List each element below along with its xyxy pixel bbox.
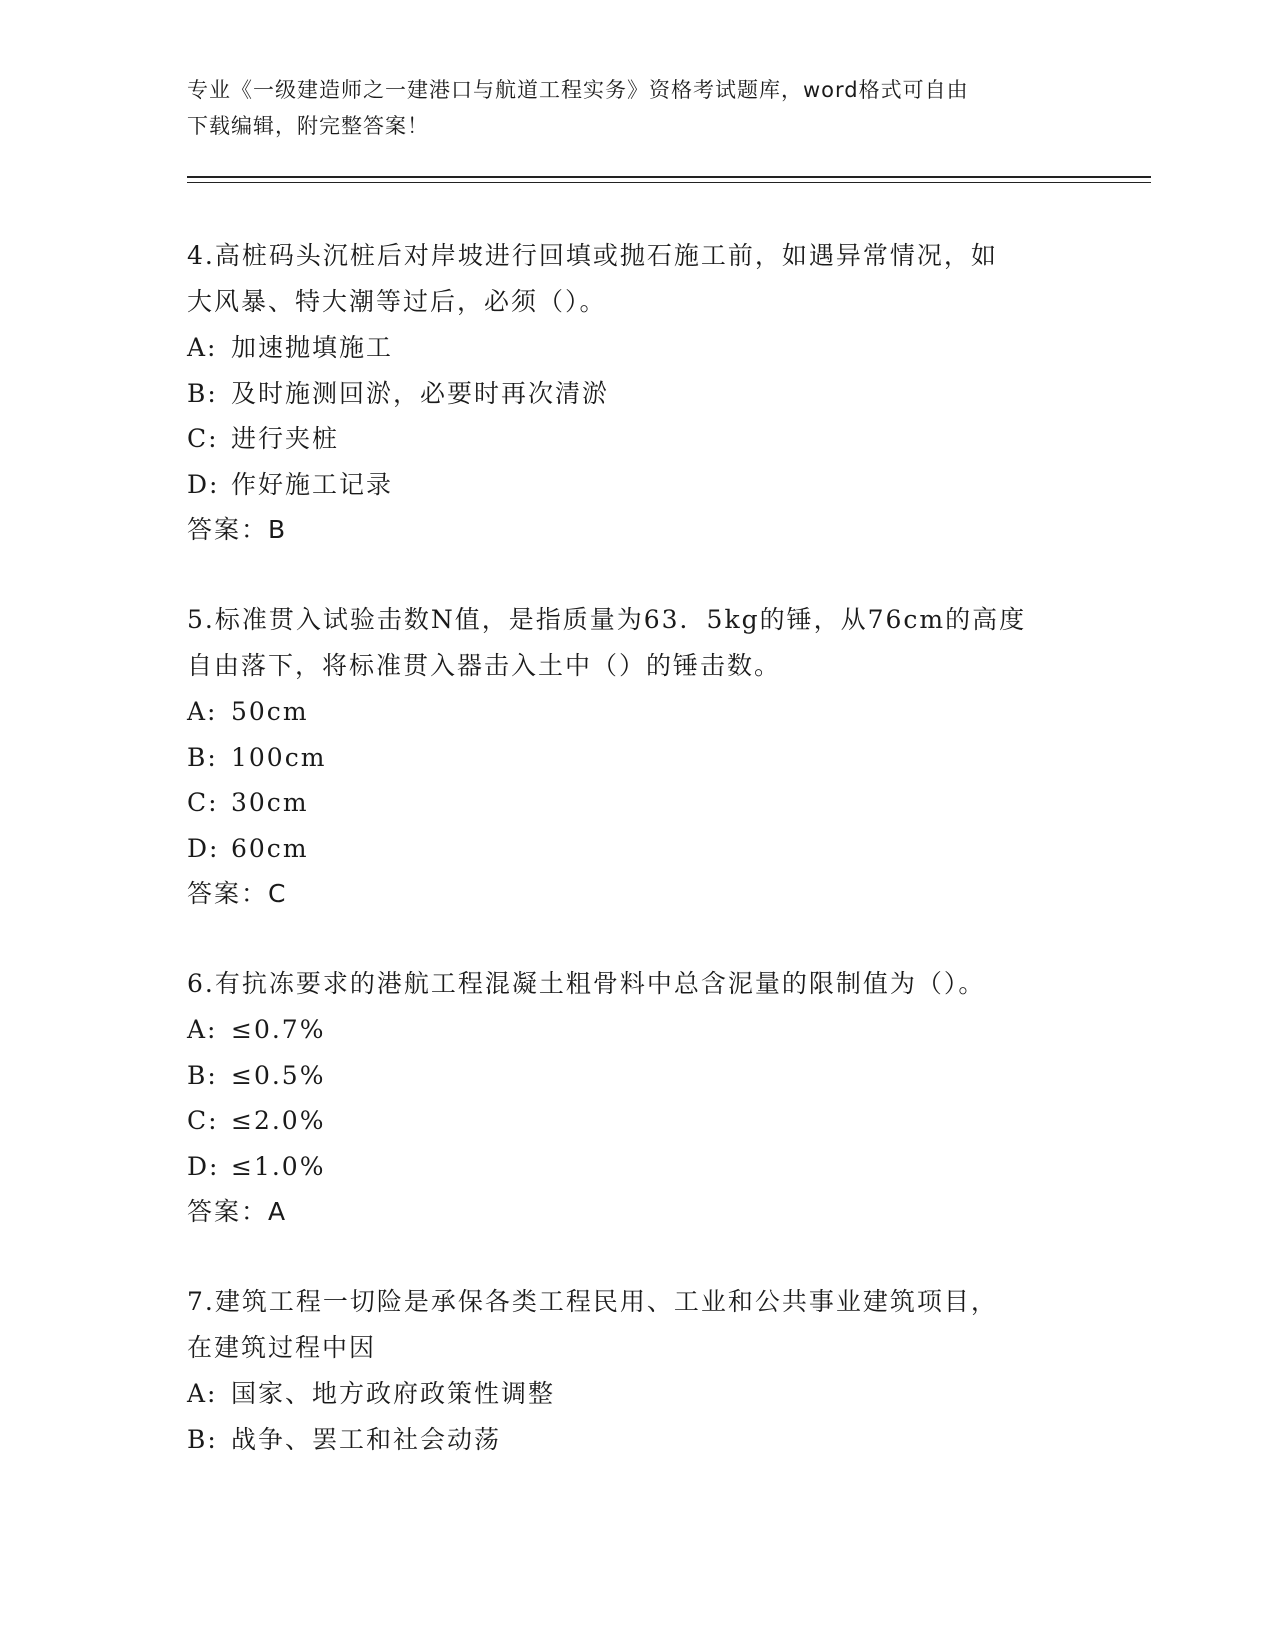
option-key: A: [187, 1379, 218, 1408]
option-key: B: [187, 742, 218, 772]
option-text: 加速抛填施工 [231, 333, 394, 362]
option-key: C: [187, 788, 219, 817]
question-stem-line: 大风暴、特大潮等过后，必须（）。 [187, 287, 607, 316]
option-text: ≤2.0% [231, 1106, 326, 1135]
option-text: 30cm [231, 788, 309, 817]
option-text: 进行夹桩 [231, 424, 340, 453]
question-stem-line: 6.有抗冻要求的港航工程混凝土粗骨料中总含泥量的限制值为（）。 [187, 969, 986, 998]
option-text: ≤1.0% [231, 1151, 326, 1181]
option-key: D: [187, 833, 220, 863]
question-6 [187, 961, 1087, 1235]
option-key: B: [187, 1060, 218, 1090]
answer-line: 答案：C [187, 879, 288, 908]
option-a [187, 689, 1087, 735]
option-key: A: [187, 333, 218, 362]
option-b [187, 1053, 1087, 1099]
option-key: D: [187, 469, 220, 499]
option-text: ≤0.7% [231, 1015, 326, 1044]
question-stem-line: 4.高桩码头沉桩后对岸坡进行回填或抛石施工前，如遇异常情况，如 [187, 241, 998, 270]
option-text: 60cm [231, 833, 309, 863]
option-key: A: [187, 697, 218, 726]
option-a [187, 1007, 1087, 1053]
question-stem-line: 在建筑过程中因 [187, 1333, 377, 1362]
option-b [187, 735, 1087, 781]
answer-line: 答案：B [187, 515, 288, 544]
option-c [187, 1098, 1087, 1144]
question-stem-line: 7.建筑工程一切险是承保各类工程民用、工业和公共事业建筑项目， [187, 1287, 998, 1316]
option-c [187, 416, 1087, 462]
option-text: 国家、地方政府政策性调整 [231, 1379, 556, 1408]
header-divider-thick [187, 176, 1151, 178]
option-a [187, 1371, 1087, 1417]
option-key: D: [187, 1151, 220, 1181]
option-key: B: [187, 378, 218, 408]
header-line-2: 下载编辑，附完整答案！ [187, 114, 429, 138]
option-text: 100cm [231, 742, 327, 772]
question-stem-line: 自由落下，将标准贯入器击入土中（）的锤击数。 [187, 651, 782, 680]
question-stem-line: 5.标准贯入试验击数N值，是指质量为63．5kg的锤，从76cm的高度 [187, 605, 1027, 634]
option-text: 50cm [231, 697, 309, 726]
header-divider-thin [187, 182, 1151, 183]
option-text: 战争、罢工和社会动荡 [231, 1424, 502, 1454]
option-d [187, 1144, 1087, 1190]
question-4 [187, 233, 1087, 553]
option-text: ≤0.5% [231, 1060, 326, 1090]
option-b [187, 1417, 1087, 1463]
option-text: 及时施测回淤，必要时再次清淤 [231, 378, 610, 408]
option-key: C: [187, 424, 219, 453]
option-c [187, 780, 1087, 826]
question-7 [187, 1279, 1087, 1462]
question-list [187, 233, 1087, 1506]
option-d [187, 826, 1087, 872]
option-b [187, 371, 1087, 417]
option-key: B: [187, 1424, 218, 1454]
document-header [187, 72, 1087, 144]
question-5 [187, 597, 1087, 917]
option-a [187, 325, 1087, 371]
answer-line: 答案：A [187, 1197, 288, 1226]
header-line-1: 专业《一级建造师之一建港口与航道工程实务》资格考试题库，word格式可自由 [187, 78, 969, 102]
option-key: A: [187, 1015, 218, 1044]
option-key: C: [187, 1106, 219, 1135]
option-d [187, 462, 1087, 508]
option-text: 作好施工记录 [231, 469, 394, 499]
